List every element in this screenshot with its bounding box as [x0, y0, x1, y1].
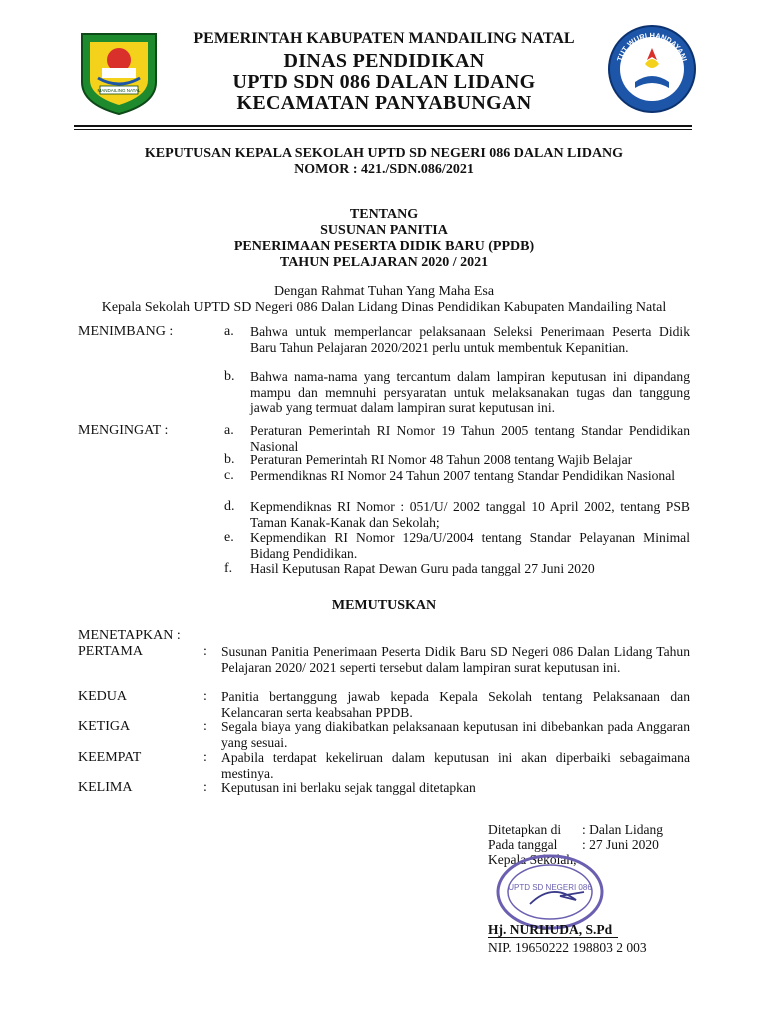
decision-label-kedua: KEDUA — [78, 689, 127, 704]
letterhead-government: PEMERINTAH KABUPATEN MANDAILING NATAL — [193, 30, 575, 47]
menimbang-mark-a: a. — [224, 324, 234, 339]
mengingat-mark-c: c. — [224, 468, 234, 483]
decision-text-ketiga: Segala biaya yang diakibatkan pelaksanaan keputusan ini dibebankan pada Anggaran yang sesuai. — [221, 719, 690, 750]
mengingat-mark-f: f. — [224, 561, 233, 576]
intro-authority: Kepala Sekolah UPTD SD Negeri 086 Dalan Lidang Dinas Pendidikan Kabupaten Mandailing Natal — [101, 300, 667, 315]
intro-blessing: Dengan Rahmat Tuhan Yang Maha Esa — [273, 284, 495, 299]
mengingat-label: MENGINGAT : — [78, 423, 169, 438]
memutuskan-heading: MEMUTUSKAN — [331, 598, 437, 613]
letterhead-rule-thin — [74, 129, 692, 130]
menetapkan-label: MENETAPKAN : — [78, 628, 181, 643]
place-label: Ditetapkan di — [488, 822, 562, 837]
decision-text-pertama: Susunan Panitia Penerimaan Peserta Didik Baru SD Negeri 086 Dalan Lidang Tahun Pelajaran 2020/ 2021 seperti tersebut dalam lampiran surat keputusan ini. — [221, 644, 690, 675]
mengingat-mark-a: a. — [224, 423, 234, 438]
signer-name: Hj. NURHUDA, S.Pd — [488, 922, 613, 937]
place-value: : Dalan Lidang — [582, 822, 663, 837]
decision-text-keempat: Apabila terdapat kekeliruan dalam keputusan ini akan diperbaiki sebagaimana mestinya. — [221, 750, 690, 781]
mengingat-item-c: Permendiknas RI Nomor 24 Tahun 2007 tentang Standar Pendidikan Nasional — [250, 468, 676, 483]
logo-motto-text: TUT WURI HANDAYANI — [615, 30, 689, 63]
decision-colon: : — [203, 780, 207, 795]
letterhead-rule-thick — [74, 125, 692, 127]
mengingat-item-e: Kepmendikan RI Nomor 129a/U/2004 tentang Standar Pelayanan Minimal Bidang Pendidikan. — [250, 530, 690, 561]
letterhead-district: KECAMATAN PANYABUNGAN — [236, 92, 532, 114]
mengingat-mark-d: d. — [224, 499, 235, 514]
decree-number: NOMOR : 421./SDN.086/2021 — [294, 162, 474, 177]
decision-colon: : — [203, 719, 207, 734]
decision-text-kelima: Keputusan ini berlaku sejak tanggal ditetapkan — [221, 780, 476, 795]
decision-label-keempat: KEEMPAT — [78, 750, 142, 765]
decision-label-ketiga: KETIGA — [78, 719, 131, 734]
decision-label-kelima: KELIMA — [78, 780, 133, 795]
menimbang-item-a: Bahwa untuk memperlancar pelaksanaan Seleksi Penerimaan Peserta Didik Baru Tahun Pelajaran 2020/2021 perlu untuk membentuk Kepanitian. — [250, 324, 690, 355]
subject-line-2: PENERIMAAN PESERTA DIDIK BARU (PPDB) — [233, 239, 535, 254]
mengingat-mark-b: b. — [224, 452, 235, 467]
date-value: : 27 Juni 2020 — [582, 837, 659, 852]
mengingat-item-d: Kepmendiknas RI Nomor : 051/U/ 2002 tanggal 10 April 2002, tentang PSB Taman Kanak-Kanak dan Sekolah; — [250, 499, 690, 530]
menimbang-mark-b: b. — [224, 369, 235, 384]
menimbang-item-b: Bahwa nama-nama yang tercantum dalam lampiran keputusan ini dipandang mampu dan memnuhi persyaratan untuk melaksanakan tugas dan tanggung jawab yang termuat dalam lampiran surat keputusan ini. — [250, 369, 690, 416]
letterhead-school: UPTD SDN 086 DALAN LIDANG — [232, 71, 536, 93]
mengingat-item-a: Peraturan Pemerintah RI Nomor 19 Tahun 2005 tentang Standar Pendidikan Nasional — [250, 423, 690, 454]
menimbang-label: MENIMBANG : — [78, 324, 174, 339]
date-label: Pada tanggal — [488, 837, 558, 852]
mengingat-item-f: Hasil Keputusan Rapat Dewan Guru pada tanggal 27 Juni 2020 — [250, 561, 595, 576]
letterhead-agency: DINAS PENDIDIKAN — [283, 50, 485, 72]
stamp-text: UPTD SD NEGERI 086 — [508, 883, 592, 892]
signer-name-underline — [488, 937, 618, 938]
signer-position: Kepala Sekolah, — [488, 852, 577, 867]
decision-label-pertama: PERTAMA — [78, 644, 143, 659]
decision-colon: : — [203, 750, 207, 765]
regency-logo-text: MANDAILING NATAL — [97, 88, 141, 93]
decision-text-kedua: Panitia bertanggung jawab kepada Kepala Sekolah tentang Pelaksanaan dan Kelancaran serta keabsahan PPDB. — [221, 689, 690, 720]
decree-title: KEPUTUSAN KEPALA SEKOLAH UPTD SD NEGERI 086 DALAN LIDANG — [144, 146, 624, 161]
decision-colon: : — [203, 644, 207, 659]
tut-wuri-handayani-logo-icon — [607, 24, 697, 114]
signer-nip: NIP. 19650222 198803 2 003 — [488, 940, 647, 955]
subject-line-1: SUSUNAN PANITIA — [320, 223, 448, 238]
mengingat-mark-e: e. — [224, 530, 234, 545]
mengingat-item-b: Peraturan Pemerintah RI Nomor 48 Tahun 2008 tentang Wajib Belajar — [250, 452, 633, 467]
decision-colon: : — [203, 689, 207, 704]
tentang-heading: TENTANG — [349, 207, 419, 222]
subject-line-3: TAHUN PELAJARAN 2020 / 2021 — [279, 255, 489, 270]
